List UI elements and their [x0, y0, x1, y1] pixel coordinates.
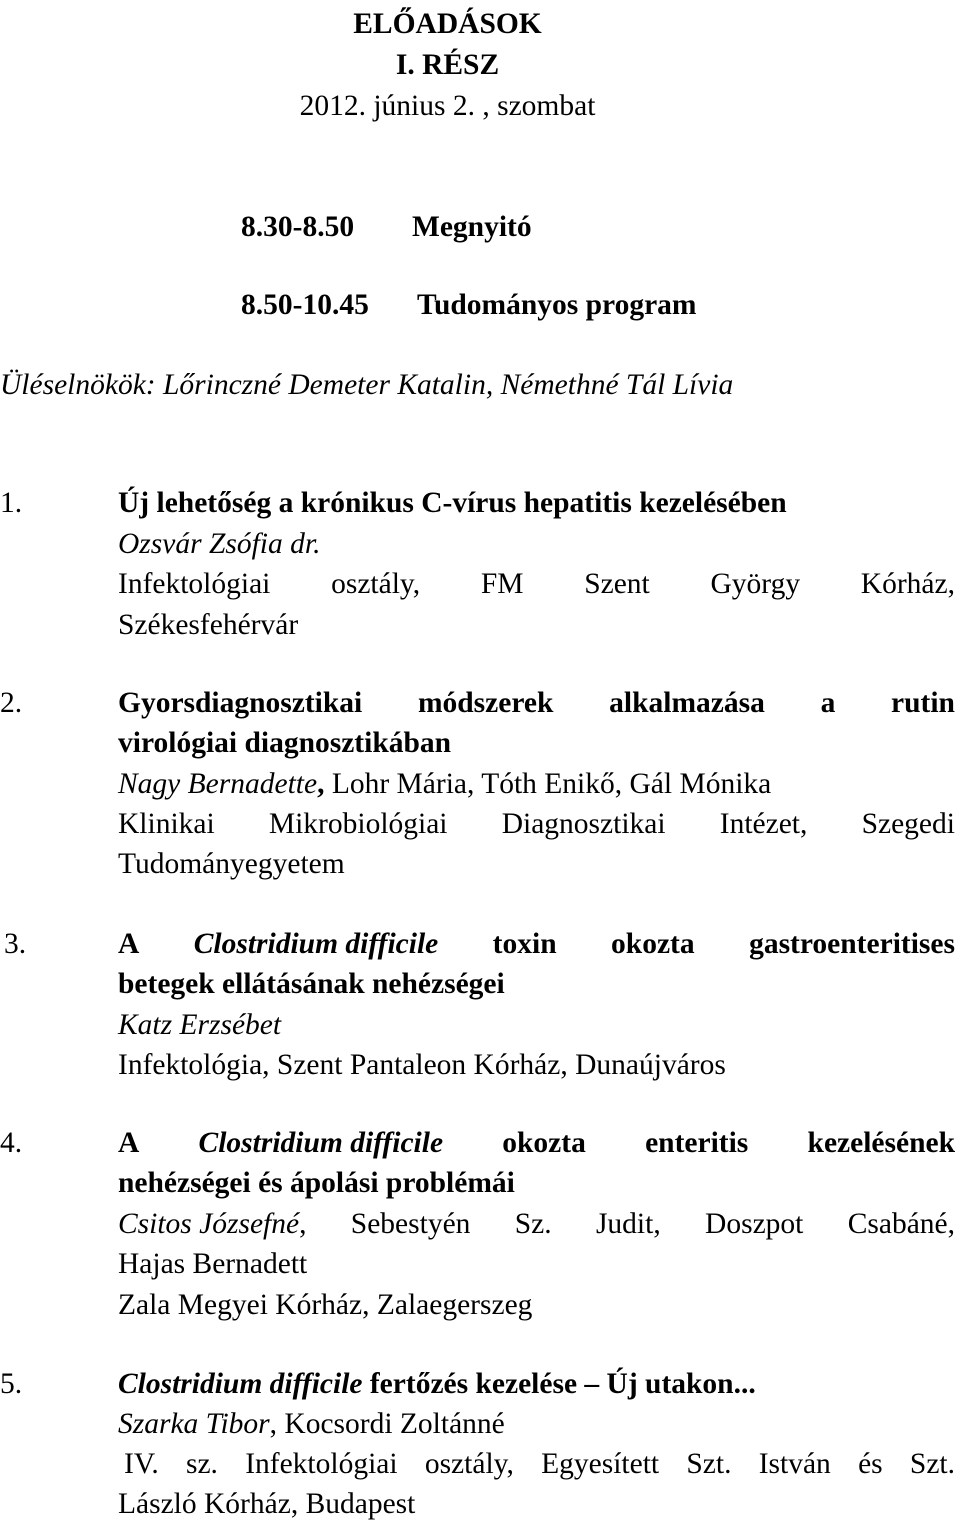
- word: IV.: [124, 1448, 159, 1480]
- talk-title-line: [118, 683, 955, 723]
- talk-title-cont: nehézségei és ápolási problémái: [118, 1167, 515, 1199]
- word: Egyesített: [541, 1448, 660, 1480]
- talk-authors-line: [118, 1204, 955, 1244]
- word: Judit,: [595, 1208, 661, 1240]
- word: Szt.: [909, 1448, 955, 1480]
- talk-presenter: Nagy Bernadette: [118, 768, 318, 800]
- talk-affiliation-cont: Tudományegyetem: [118, 848, 345, 880]
- talk-title-cont: virológiai diagnosztikában: [118, 727, 452, 759]
- word: alkalmazása: [609, 687, 765, 719]
- word: módszerek: [417, 687, 554, 719]
- talk-authors: [118, 764, 771, 804]
- word: kezelésének: [807, 1127, 955, 1159]
- word: Mikrobiológiai: [268, 808, 448, 840]
- talk-coauthors: , Kocsordi Zoltánné: [269, 1408, 505, 1440]
- talk-title: [118, 1364, 756, 1404]
- organism-name: Clostridium difficile: [118, 1368, 363, 1400]
- talk-coauthors: Lohr Mária, Tóth Enikő, Gál Mónika: [324, 768, 772, 800]
- talk-number: 2.: [0, 687, 23, 719]
- talk-title: Új lehetőség a krónikus C-vírus hepatitis kezelésében: [118, 487, 787, 519]
- talk-number: 4.: [0, 1127, 23, 1159]
- talk-presenter: Szarka Tibor: [118, 1408, 270, 1440]
- word: toxin: [492, 928, 557, 960]
- talk-title-rest: fertőzés kezelése – Új utakon...: [362, 1368, 756, 1400]
- word: Szegedi: [861, 808, 955, 840]
- talk-authors-cont: Hajas Bernadett: [118, 1248, 308, 1280]
- word: Gyorsdiagnosztikai: [118, 687, 363, 719]
- part-heading: I. RÉSZ: [395, 49, 500, 81]
- word: Doszpot: [705, 1208, 804, 1240]
- word: Sz.: [514, 1208, 552, 1240]
- word: osztály,: [424, 1448, 514, 1480]
- talk-title-line: [118, 1123, 955, 1163]
- talk-authors: [118, 1404, 505, 1444]
- organism-name: Clostridium difficile: [193, 928, 439, 960]
- word: okozta: [502, 1127, 586, 1159]
- word: Infektológiai: [118, 568, 271, 600]
- talk-presenter: Ozsvár Zsófia dr.: [118, 528, 321, 560]
- word: Klinikai: [118, 808, 215, 840]
- word: Intézet,: [719, 808, 808, 840]
- word: Kórház,: [860, 568, 955, 600]
- word: Csabáné,: [847, 1208, 955, 1240]
- talk-affiliation-cont: László Kórház, Budapest: [118, 1488, 416, 1520]
- schedule-time-program: 8.50-10.45: [241, 289, 369, 321]
- talk-number: 3.: [4, 928, 27, 960]
- word: és: [858, 1448, 883, 1480]
- talk-title-cont: betegek ellátásának nehézségei: [118, 968, 505, 1000]
- word: FM: [480, 568, 524, 600]
- talk-affiliation-line: [118, 564, 955, 604]
- talk-number: 5.: [0, 1368, 23, 1400]
- separator: ,: [317, 768, 325, 800]
- word: A: [118, 928, 140, 960]
- word: A: [118, 1127, 140, 1159]
- word: enteritis: [645, 1127, 749, 1159]
- word: Diagnosztikai: [501, 808, 666, 840]
- word: István: [758, 1448, 831, 1480]
- event-date: 2012. június 2. , szombat: [299, 90, 596, 122]
- word: sz.: [185, 1448, 218, 1480]
- talk-presenter: Csitos Józsefné: [118, 1208, 300, 1240]
- organism-name: Clostridium difficile: [198, 1127, 444, 1159]
- talk-affiliation-cont: Székesfehérvár: [118, 609, 299, 641]
- word: Infektológiai: [245, 1448, 398, 1480]
- word: osztály,: [331, 568, 421, 600]
- word: okozta: [611, 928, 695, 960]
- word: Sebestyén: [350, 1208, 471, 1240]
- talk-affiliation-line: [124, 1444, 955, 1484]
- session-chairs: Üléselnökök: Lőrinczné Demeter Katalin, Némethné Tál Lívia: [0, 369, 734, 401]
- schedule-label-opening: Megnyitó: [412, 211, 532, 243]
- talk-affiliation: Zala Megyei Kórház, Zalaegerszeg: [118, 1289, 533, 1321]
- talk-title-line: [118, 924, 955, 964]
- word: rutin: [891, 687, 955, 719]
- word: Szt.: [686, 1448, 732, 1480]
- schedule-label-program: Tudományos program: [417, 289, 697, 321]
- schedule-time-opening: 8.30-8.50: [241, 211, 355, 243]
- talk-presenter: Katz Erzsébet: [118, 1009, 282, 1041]
- word: a: [820, 687, 836, 719]
- word: gastroenteritises: [749, 928, 955, 960]
- presenter-with-sep: Csitos Józsefné,: [118, 1208, 307, 1240]
- word: Szent: [584, 568, 650, 600]
- word: György: [710, 568, 801, 600]
- talk-number: 1.: [0, 487, 23, 519]
- page-title: ELŐADÁSOK: [353, 8, 542, 40]
- talk-affiliation: Infektológia, Szent Pantaleon Kórház, Dunaújváros: [118, 1049, 726, 1081]
- talk-affiliation-line: [118, 804, 955, 844]
